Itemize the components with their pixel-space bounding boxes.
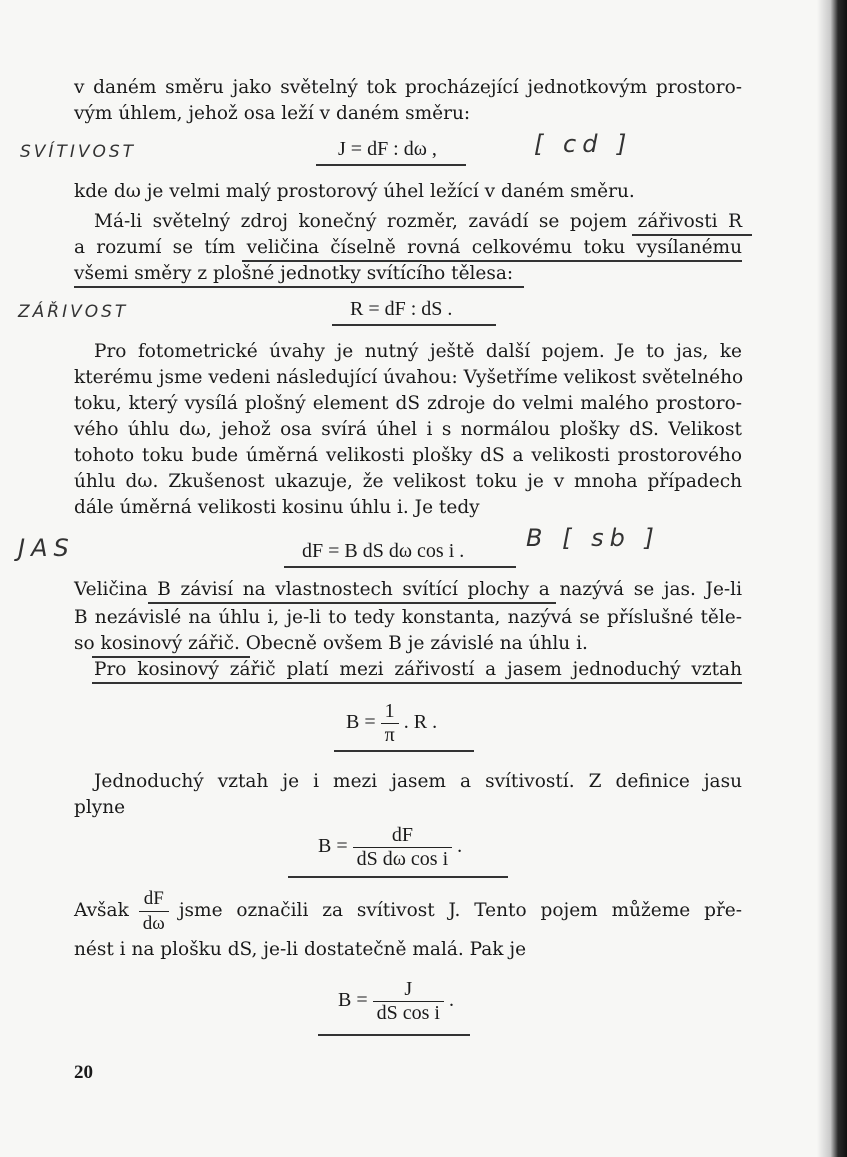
handwritten-note-svitivost: SVÍTIVOST — [20, 142, 137, 162]
pencil-underline — [318, 1034, 470, 1036]
equation-lhs: B = — [318, 835, 348, 858]
text-line: všemi směry z plošné jednotky svítícího tělesa: — [74, 263, 514, 284]
handwritten-note-jas: JAS — [18, 534, 75, 562]
equation-lhs: B = — [338, 989, 368, 1012]
equation-zarivost: R = dF : dS . — [350, 298, 453, 320]
text-line: vého úhlu dω, jehož osa svírá úhel i s normálou plošky dS. Velikost — [74, 419, 742, 440]
equation-jas-svitivost — [338, 978, 454, 1025]
text-line: toku, který vysílá plošný element dS zdroje do velmi malého prostoro- — [74, 393, 742, 414]
fraction — [353, 824, 453, 871]
inline-fraction — [139, 887, 169, 936]
equation-lhs: B = — [346, 711, 376, 734]
handwritten-unit-sb: B [ sb ] — [526, 524, 660, 552]
pencil-underline — [288, 876, 508, 878]
fraction — [373, 978, 444, 1025]
text-line: nést i na plošku dS, je-li dostatečně malá. Pak je — [74, 939, 527, 960]
equation-end: . — [448, 989, 454, 1012]
page-number: 20 — [74, 1062, 93, 1083]
text-line: tohoto toku bude úměrná velikosti plošky dS a velikosti prostorového — [74, 445, 742, 466]
book-binding-edge — [817, 0, 847, 1157]
equation-end: . — [457, 835, 463, 858]
fraction-numerator: J — [404, 978, 413, 1000]
equation-definice-jasu — [318, 824, 462, 871]
fraction-numerator: dF — [391, 824, 413, 846]
text-line-with-fraction — [74, 886, 742, 936]
fraction-numerator: dF — [143, 887, 164, 909]
fraction-denominator: π — [381, 723, 399, 747]
text-line: kterému jsme vedeni následující úvahou: Vyšetříme velikost světelného — [74, 367, 744, 388]
text-line: vým úhlem, jehož osa leží v daném směru: — [74, 103, 471, 124]
text-line: dále úměrná velikosti kosinu úhlu i. Je tedy — [74, 497, 480, 518]
text-line: kde dω je velmi malý prostorový úhel ležící v daném směru. — [74, 181, 635, 202]
pencil-underline — [148, 602, 556, 604]
text-line: Pro fotometrické úvahy je nutný ještě další pojem. Je to jas, ke — [94, 341, 742, 362]
pencil-underline — [284, 566, 516, 568]
equation-kosinovy-zaric — [346, 700, 437, 747]
handwritten-note-zarivost: ZÁŘIVOST — [18, 302, 129, 322]
pencil-underline — [74, 286, 524, 288]
text-line: úhlu dω. Zkušenost ukazuje, že velikost toku je v mnoha případech — [74, 471, 742, 492]
text-line: Pro kosinový zářič platí mezi zářivostí a jasem jednoduchý vztah — [94, 659, 742, 680]
fraction — [381, 700, 399, 747]
fraction-denominator: dS cos i — [373, 1001, 444, 1025]
text-fragment: jsme označili za svítivost J. Tento pojem můžeme pře- — [178, 900, 742, 921]
text-fragment: Avšak — [74, 900, 129, 921]
pencil-underline — [92, 682, 742, 684]
equation-rhs: . R . — [403, 711, 438, 734]
text-line: so kosinový zářič. Obecně ovšem B je závislé na úhlu i. — [74, 633, 588, 654]
equation-svitivost: J = dF : dω , — [338, 138, 437, 160]
pencil-underline — [316, 164, 466, 166]
text-line: Má-li světelný zdroj konečný rozměr, zavádí se pojem zářivosti R — [94, 211, 742, 232]
equation-jas: dF = B dS dω cos i . — [302, 540, 465, 562]
pencil-underline — [332, 324, 496, 326]
text-line: Jednoduchý vztah je i mezi jasem a svítivostí. Z definice jasu — [94, 771, 742, 792]
pencil-underline — [334, 750, 474, 752]
text-line: v daném směru jako světelný tok procházející jednotkovým prostoro- — [74, 77, 742, 98]
handwritten-unit-cd: [ cd ] — [534, 130, 633, 158]
text-line: plyne — [74, 797, 126, 818]
fraction-denominator: dS dω cos i — [353, 847, 453, 871]
fraction-numerator: 1 — [384, 700, 395, 722]
text-line: Veličina B závisí na vlastnostech svítící plochy a nazývá se jas. Je-li — [74, 579, 742, 600]
fraction-denominator: dω — [139, 911, 169, 936]
text-line: a rozumí se tím veličina číselně rovná celkovému toku vysílanému — [74, 237, 742, 258]
text-line: B nezávislé na úhlu i, je-li to tedy konstanta, nazývá se příslušné těle- — [74, 607, 742, 628]
